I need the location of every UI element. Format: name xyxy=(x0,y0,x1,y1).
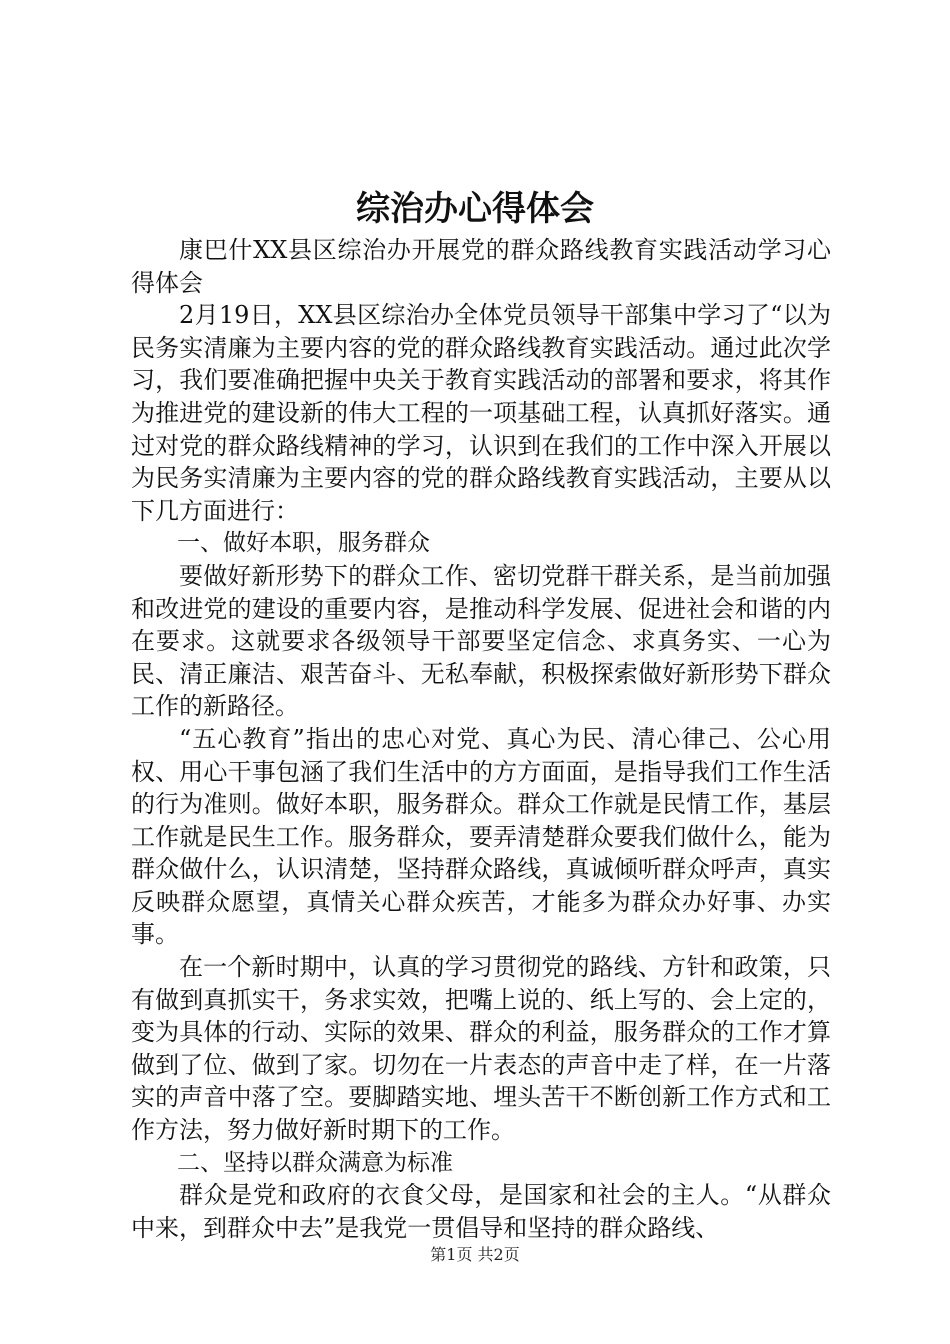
paragraph: 要做好新形势下的群众工作、密切党群干群关系，是当前加强和改进党的建设的重要内容，是推动科学发展、促进社会和谐的内在要求。这就要求各级领导干部要坚定信念、求真务实、一心为民、清正廉洁、艰苦奋斗、无私奉献，积极探索做好新形势下群众工作的新路径。 xyxy=(131,561,831,721)
page-total: 共2页 xyxy=(477,1245,520,1264)
paragraph-subtitle: 康巴什XX县区综治办开展党的群众路线教育实践活动学习心得体会 xyxy=(131,236,831,297)
paragraph: “五心教育”指出的忠心对党、真心为民、清心律己、公心用权、用心干事包涵了我们生活中的方方面面，是指导我们工作生活的行为准则。做好本职，服务群众。群众工作就是民情工作，基层工作就是民生工作。服务群众，要弄清楚群众要我们做什么，能为群众做什么，认识清楚，坚持群众路线，真诚倾听群众呼声，真实反映群众愿望，真情关心群众疾苦，才能多为群众办好事、办实事。 xyxy=(131,724,831,949)
paragraph: 在一个新时期中，认真的学习贯彻党的路线、方针和政策，只有做到真抓实干，务求实效，把嘴上说的、纸上写的、会上定的，变为具体的行动、实际的效果、群众的利益，服务群众的工作才算做到了位、做到了家。切勿在一片表态的声音中走了样，在一片落实的声音中落了空。要脚踏实地、埋头苦干不断创新工作方式和工作方法，努力做好新时期下的工作。 xyxy=(131,953,831,1145)
page-footer xyxy=(0,1243,950,1267)
document-title: 综治办心得体会 xyxy=(356,189,594,229)
section-heading-2: 二、坚持以群众满意为标准 xyxy=(177,1149,453,1176)
page-number: 第1页 xyxy=(430,1245,473,1264)
section-heading-1: 一、做好本职，服务群众 xyxy=(177,530,430,557)
paragraph: 群众是党和政府的衣食父母，是国家和社会的主人。“从群众中来，到群众中去”是我党一贯倡导和坚持的群众路线、 xyxy=(131,1181,831,1242)
document-body xyxy=(131,234,831,1244)
paragraph-intro: 2月19日，XX县区综治办全体党员领导干部集中学习了“以为民务实清廉为主要内容的党的群众路线教育实践活动。通过此次学习，我们要准确把握中央关于教育实践活动的部署和要求，将其作为推进党的建设新的伟大工程的一项基础工程，认真抓好落实。通过对党的群众路线精神的学习，认识到在我们的工作中深入开展以为民务实清廉为主要内容的党的群众路线教育实践活动，主要从以下几方面进行： xyxy=(131,301,831,525)
